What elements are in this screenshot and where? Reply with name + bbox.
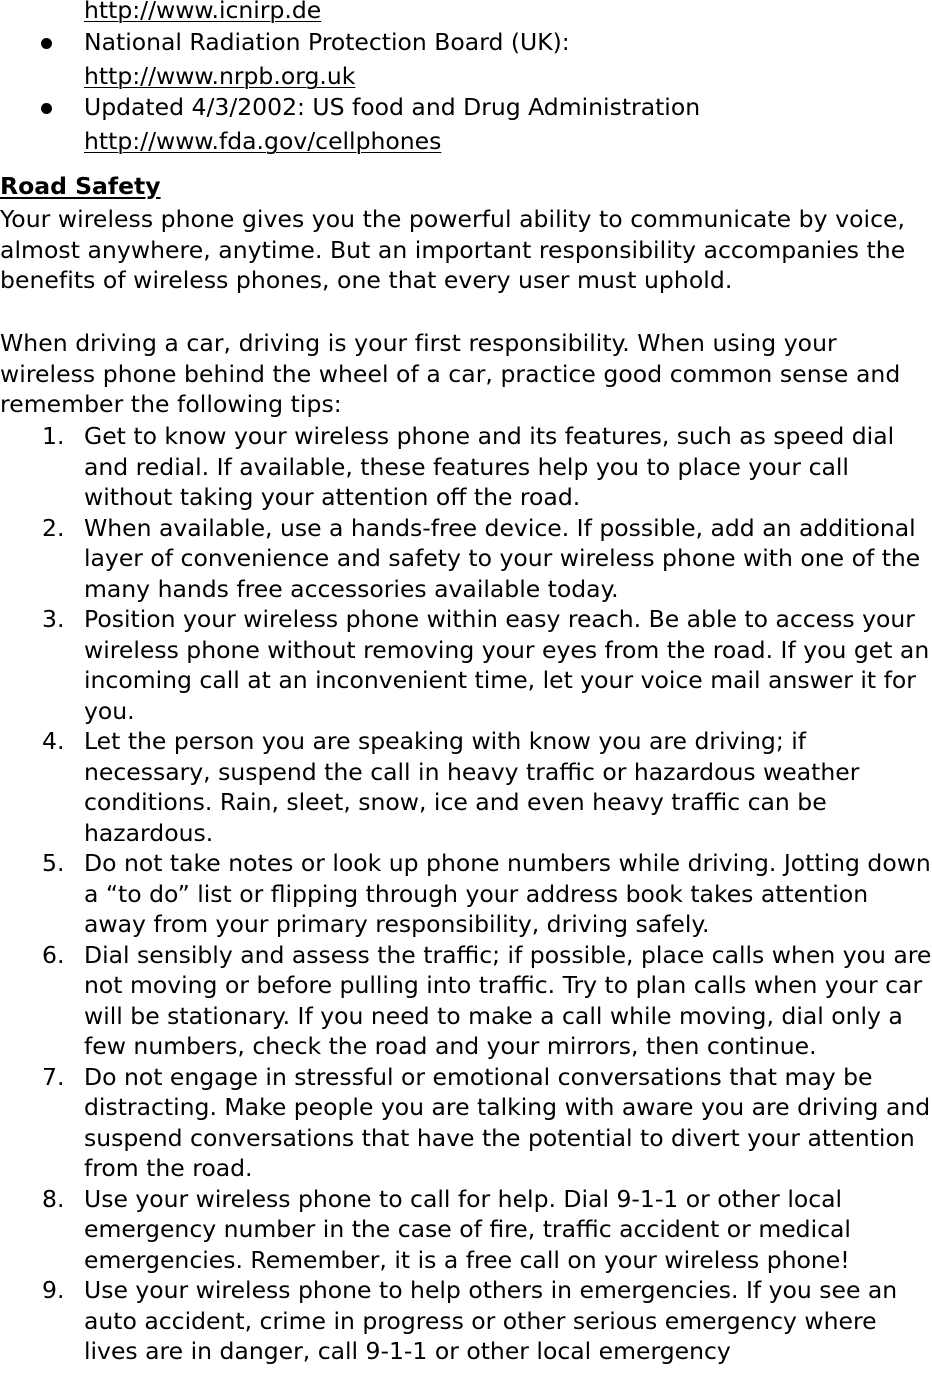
- list-number: 1.: [42, 422, 65, 450]
- list-number: 2.: [42, 513, 65, 542]
- list-text: Let the person you are speaking with know you are driving; if necessary, suspend the call in heavy traffic or hazardous weather conditions. Rain, sleet, snow, ice and even heavy traffic can be hazardous.: [84, 727, 860, 847]
- section-heading: Road Safety: [0, 172, 161, 200]
- list-number: 6.: [42, 940, 65, 969]
- driving-paragraph: When driving a car, driving is your first responsibility. When using your wireless phone behind the wheel of a car, practice good common sense and remember the following tips:: [0, 329, 901, 418]
- list-item: [0, 940, 932, 1062]
- tips-list: [0, 421, 932, 1367]
- list-text: Get to know your wireless phone and its features, such as speed dial and redial. If available, these features help you to place your call without taking your attention off the road.: [84, 422, 895, 511]
- bullet-text: National Radiation Protection Board (UK):: [84, 28, 570, 56]
- list-item: [0, 513, 932, 605]
- list-item: [0, 1275, 932, 1367]
- list-item: [0, 604, 932, 726]
- list-number: 8.: [42, 1184, 65, 1213]
- list-item: [0, 421, 932, 513]
- list-number: 9.: [42, 1276, 65, 1304]
- list-item: [0, 1184, 932, 1276]
- list-item: [0, 848, 932, 940]
- bullet-dot-icon: [41, 38, 52, 49]
- intro-paragraph: Your wireless phone gives you the powerful ability to communicate by voice, almost anywhere, anytime. But an important responsibility accompanies the benefits of wireless phones, one that every user must uphold.: [0, 205, 906, 294]
- list-text: Do not take notes or look up phone numbers while driving. Jotting down a “to do” list or flipping through your address book takes attention away from your primary responsibility, driving safely.: [84, 849, 931, 938]
- bullet-dot-icon: [41, 103, 52, 114]
- list-text: Position your wireless phone within easy reach. Be able to access your wireless phone without removing your eyes from the road. If you get an incoming call at an inconvenient time, let your voice mail answer it for you.: [84, 605, 930, 725]
- bullet-text: Updated 4/3/2002: US food and Drug Administration: [84, 93, 701, 121]
- fda-link[interactable]: http://www.fda.gov/cellphones: [84, 127, 442, 155]
- list-text: Use your wireless phone to help others in emergencies. If you see an auto accident, crime in progress or other serious emergency where lives are in danger, call 9-1-1 or other local emergency: [84, 1276, 898, 1365]
- nrpb-link[interactable]: http://www.nrpb.org.uk: [84, 62, 356, 90]
- list-text: Dial sensibly and assess the traffic; if possible, place calls when you are not moving or before pulling into traffic. Try to plan calls when your car will be stationary. If you need to make a call while moving, dial only a few numbers, check the road and your mirrors, then continue.: [84, 940, 932, 1060]
- list-text: Do not engage in stressful or emotional conversations that may be distracting. Make people you are talking with aware you are driving and suspend conversations that have the potential to divert your attention from the road.: [84, 1062, 931, 1182]
- list-text: When available, use a hands-free device. If possible, add an additional layer of convenience and safety to your wireless phone with one of the many hands free accessories available today.: [84, 513, 921, 603]
- icnirp-link[interactable]: http://www.icnirp.de: [84, 0, 322, 24]
- list-number: 3.: [42, 605, 65, 633]
- list-item: [0, 726, 932, 848]
- list-number: 7.: [42, 1062, 65, 1091]
- list-item: [0, 1062, 932, 1184]
- list-text: Use your wireless phone to call for help. Dial 9-1-1 or other local emergency number in the case of fire, traffic accident or medical emergencies. Remember, it is a free call on your wireless phone!: [84, 1184, 851, 1274]
- list-number: 4.: [42, 727, 65, 755]
- list-number: 5.: [42, 849, 65, 877]
